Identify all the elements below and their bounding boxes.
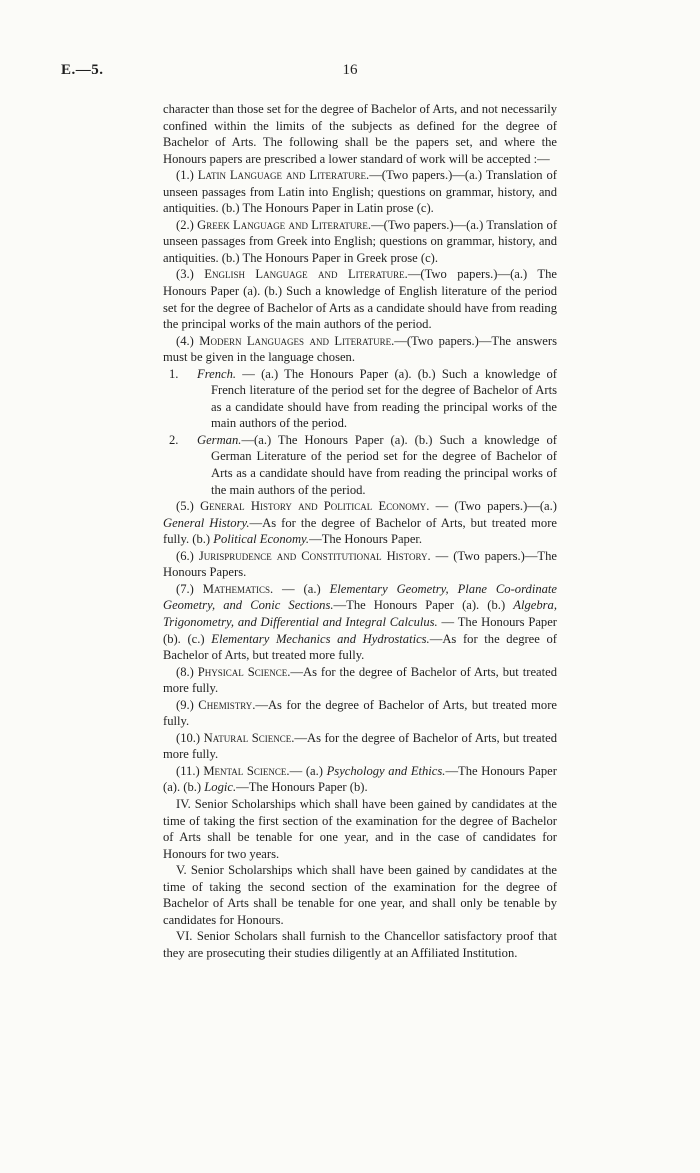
- section-number: (5.): [176, 499, 201, 514]
- section-text: —(Two papers.)—The answers must be given in the language chosen.: [163, 333, 557, 365]
- section-number: (2.): [176, 217, 198, 232]
- section-number: (6.): [176, 548, 199, 563]
- clause-iv: IV. Senior Scholarships which shall have been gained by candidates at the time of taking the first section of the examination for the degree of Bachelor of Arts shall be tenable for one year, and in the case of candidates for Honours for two years.: [163, 796, 557, 861]
- section-text: — (a.): [273, 581, 330, 596]
- section-title: Mental Science.: [203, 763, 290, 778]
- subject-name: General History.: [163, 515, 250, 530]
- section-text: —As for the degree of Bachelor of Arts, but treated more fully.: [163, 697, 557, 729]
- document-reference: E.—5.: [61, 62, 104, 78]
- section-mental-science: [163, 763, 557, 796]
- section-text: — (Two papers.)—(a.): [429, 499, 557, 514]
- subject-name: Psychology and Ethics.: [326, 763, 446, 778]
- subject-name: Algebra, Trigonometry, and Differential and Integral Calculus.: [163, 598, 557, 629]
- section-physical-science: [163, 664, 557, 697]
- section-text: —As for the degree of Bachelor of Arts, but treated more fully.: [163, 631, 557, 663]
- section-number: (3.): [176, 267, 205, 282]
- section-number: (7.): [176, 581, 203, 596]
- section-title: Greek Language and Literature.: [197, 217, 372, 232]
- section-title: English Language and Literature.: [204, 267, 408, 282]
- subsection-text: —(a.) The Honours Paper (a). (b.) Such a knowledge of German Literature of the period set for the degree of Bachelor of Arts as a candidate should have from reading the principal works of the main authors of the period.: [211, 432, 557, 497]
- section-title: General History and Political Economy.: [200, 499, 430, 514]
- section-title: Modern Languages and Literature.: [199, 333, 395, 348]
- section-greek: [163, 217, 557, 267]
- subsection-french: [169, 366, 557, 432]
- section-history-economy: [163, 498, 557, 548]
- section-text: —The Honours Paper (b).: [236, 780, 368, 795]
- section-number: (9.): [176, 697, 199, 712]
- subsection-german: [169, 432, 557, 498]
- clause-v: V. Senior Scholarships which shall have been gained by candidates at the time of taking the second section of the examination for the degree of Bachelor of Arts shall be tenable for one year, and shall only be tenable by candidates for Honours.: [163, 863, 557, 927]
- section-title: Chemistry.: [198, 697, 256, 712]
- section-title: Jurisprudence and Constitutional History.: [198, 548, 431, 563]
- section-jurisprudence: [163, 548, 557, 581]
- section-text: — (a.): [289, 763, 327, 778]
- language-name: French.: [197, 366, 237, 381]
- body-text: [163, 101, 557, 961]
- subject-name: Logic.: [204, 780, 237, 795]
- subject-name: Elementary Geometry, Plane Co-ordinate Geometry, and Conic Sections.: [163, 581, 558, 613]
- section-natural-science: [163, 730, 557, 763]
- section-number: (11.): [176, 763, 204, 778]
- section-text: — The Honours Paper (b). (c.): [163, 614, 558, 646]
- page-header: [0, 62, 700, 84]
- section-text: —As for the degree of Bachelor of Arts, but treated more fully.: [163, 664, 558, 696]
- section-text: — (Two papers.)—The Honours Papers.: [163, 548, 558, 580]
- section-text: —(Two papers.)—(a.) Translation of unseen passages from Greek into English; questions on grammar, history, and antiquities. (b.) The Honours Paper in Greek prose (c).: [163, 217, 558, 265]
- section-text: —(Two papers.)—(a.) Translation of unseen passages from Latin into English; questions on grammar, history, and antiquities. (b.) The Honours Paper in Latin prose (c).: [163, 168, 558, 216]
- subject-name: Political Economy.: [213, 532, 310, 547]
- language-name: German.: [197, 432, 242, 447]
- section-text: —The Honours Paper.: [309, 532, 423, 547]
- section-number: (8.): [176, 664, 198, 679]
- section-chemistry: [163, 697, 557, 730]
- section-english: [163, 266, 557, 332]
- section-text: —(Two papers.)—(a.) The Honours Paper (a). (b.) Such a knowledge of English literature of the period set for the degree of Bachelor of Arts as a candidate should have from reading the principal works of the main authors of the period.: [163, 267, 557, 332]
- page-number: 16: [342, 62, 358, 78]
- section-text: —The Honours Paper (a). (b.): [163, 763, 557, 795]
- section-latin: [163, 167, 557, 217]
- section-number: (1.): [176, 168, 198, 183]
- section-modern-languages: [163, 333, 557, 366]
- section-number: (10.): [176, 730, 204, 745]
- section-number: (4.): [176, 333, 200, 348]
- subject-name: Elementary Mechanics and Hydrostatics.: [211, 631, 430, 646]
- subsection-number: 1.: [169, 366, 179, 381]
- subsection-number: 2.: [169, 432, 179, 447]
- intro-paragraph: character than those set for the degree of Bachelor of Arts, and not necessarily confined within the limits of the subjects as defined for the degree of Bachelor of Arts. The following shall be the papers set, and where the Honours papers are prescribed a lower standard of work will be accepted :—: [163, 102, 557, 166]
- section-title: Physical Science.: [197, 664, 291, 679]
- section-text: —The Honours Paper (a). (b.): [333, 598, 514, 613]
- section-text: —As for the degree of Bachelor of Arts, but treated more fully. (b.): [163, 515, 557, 547]
- section-title: Mathematics.: [202, 581, 274, 596]
- subsection-text: — (a.) The Honours Paper (a). (b.) Such a knowledge of French literature of the period set for the degree of Bachelor of Arts as a candidate should have from reading the principal works of the main authors of the period.: [211, 366, 557, 431]
- section-text: —As for the degree of Bachelor of Arts, but treated more fully.: [163, 730, 558, 762]
- clause-vi: VI. Senior Scholars shall furnish to the Chancellor satisfactory proof that they are prosecuting their studies diligently at an Affiliated Institution.: [163, 929, 557, 960]
- section-mathematics: [163, 581, 557, 664]
- section-title: Latin Language and Literature.: [197, 168, 370, 183]
- section-title: Natural Science.: [203, 730, 295, 745]
